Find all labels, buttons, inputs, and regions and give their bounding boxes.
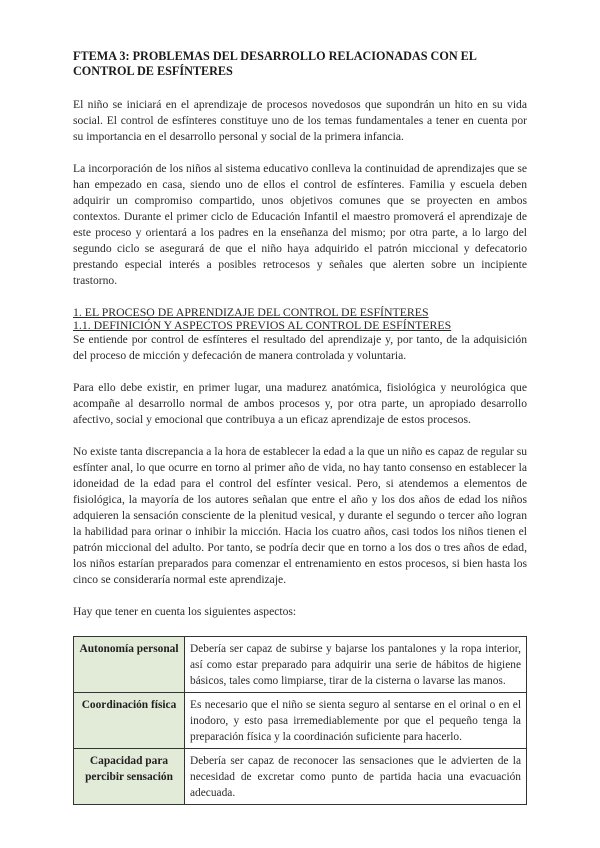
intro-paragraph: El niño se iniciará en el aprendizaje de procesos novedosos que supondrán un hito en su vida social. El control de esfínteres constituye uno de los temas fundamentales a tener en cuenta por su importancia en el desarrollo personal y social de la primera infancia.	[73, 98, 527, 143]
table-row	[74, 637, 527, 693]
subsection-heading: 1.1. DEFINICIÓN Y ASPECTOS PREVIOS AL CONTROL DE ESFÍNTERES	[73, 318, 452, 332]
aspect-description: Debería ser capaz de reconocer las sensaciones que le advierten de la necesidad de excretar como punto de partida hacia una evacuación adecuada.	[185, 749, 527, 805]
aspect-description: Debería ser capaz de subirse y bajarse los pantalones y la ropa interior, así como estar preparado para adquirir una serie de hábitos de higiene básicos, tales como limpiarse, tirar de la cisterna o lavarse las manos.	[185, 637, 527, 693]
body-paragraph: Hay que tener en cuenta los siguientes aspectos:	[73, 605, 297, 618]
table-row	[74, 693, 527, 749]
table-row	[74, 749, 527, 805]
aspect-label: Capacidad para percibir sensación	[74, 749, 185, 805]
aspect-label: Autonomía personal	[74, 637, 185, 693]
body-paragraph: No existe tanta discrepancia a la hora de establecer la edad a la que un niño es capaz de regular su esfínter anal, lo que ocurre en torno al primer año de vida, no hay tanto consenso en establecer la idoneidad de la edad para el control del esfínter vesical. Pero, si atendemos a elementos de fisiológica, la mayoría de los autores señalan que entre el año y los dos años de edad los niños adquieren la sensación consciente de la plenitud vesical, y durante el segundo o tercer año logran la habilidad para orinar o inhibir la micción. Hacia los cuatro años, casi todos los niños tienen el patrón miccional del adulto. Por tanto, se podría decir que en torno a los dos o tres años de edad, los niños estarían preparados para comenzar el entrenamiento en estos procesos, si bien hasta los cinco se consideraría normal este aprendizaje.	[73, 445, 527, 586]
body-paragraph: Se entiende por control de esfínteres el resultado del aprendizaje y, por tanto, de la adquisición del proceso de micción y defecación de manera controlada y voluntaria.	[73, 333, 527, 362]
page-title: FTEMA 3: PROBLEMAS DEL DESARROLLO RELACIONADAS CON EL CONTROL DE ESFÍNTERES	[73, 49, 477, 78]
aspects-table	[73, 636, 527, 805]
section-heading: 1. EL PROCESO DE APRENDIZAJE DEL CONTROL DE ESFÍNTERES	[73, 305, 429, 319]
aspect-description: Es necesario que el niño se sienta seguro al sentarse en el orinal o en el inodoro, y esto pasa irremediablemente por que el pequeño tenga la preparación física y la coordinación suficiente para hacerlo.	[185, 693, 527, 749]
intro-paragraph: La incorporación de los niños al sistema educativo conlleva la continuidad de aprendizajes que se han empezado en casa, siendo uno de ellos el control de esfínteres. Familia y escuela deben adquirir un compromiso compartido, unos objetivos comunes que se proyecten en ambos contextos. Durante el primer ciclo de Educación Infantil el maestro promoverá el aprendizaje de este proceso y orientará a los padres en la enseñanza del mismo; por otra parte, a lo largo del segundo ciclo se asegurará de que el niño haya adquirido el patrón miccional y defecatorio prestando especial interés a posibles retrocesos y señales que alerten sobre un incipiente trastorno.	[73, 162, 527, 287]
body-paragraph: Para ello debe existir, en primer lugar, una madurez anatómica, fisiológica y neurológica que acompañe al desarrollo normal de ambos procesos y, por otra parte, un apropiado desarrollo afectivo, social y emocional que contribuya a un eficaz aprendizaje de estos procesos.	[73, 381, 527, 426]
page-content	[73, 49, 527, 805]
aspect-label: Coordinación física	[74, 693, 185, 749]
